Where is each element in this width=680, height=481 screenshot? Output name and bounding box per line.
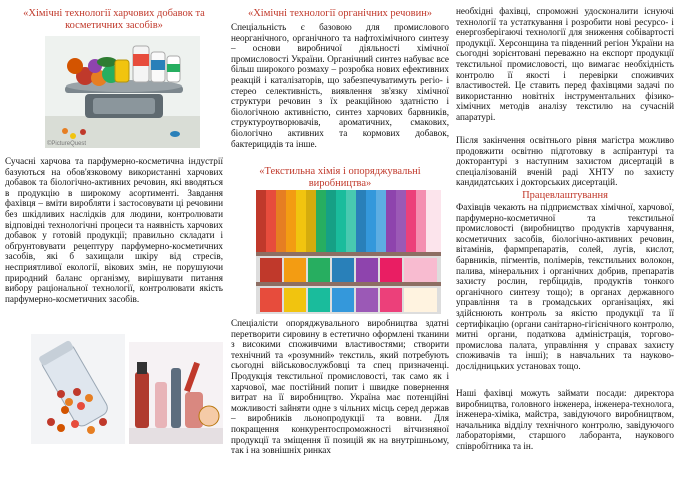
supplements-scale-image (45, 36, 200, 148)
image-credit: ©PictureQuest (47, 141, 87, 147)
postgraduate-text: Після закінчення освітнього рівня магістра можливо продовжити освітню підготовку в аспірантурі та докторантурі з наступним захистом дисертацій в спеціалізованій вченій раді ХНТУ по захисту кандидатських і докторських дисертацій. (456, 135, 674, 188)
textile-chemistry-text: Спеціалісти опоряджувального виробництва здатні перетворити сировину в естетично оформлені тканини з високими споживчими властивостями; створити технічний та «розумний» текстиль, який потребують сьогодні військовослужбовці та спец призначенці. Продукція текстильної промисловості, так само як і харчової, має постійний попит і швидке повернення витрат на її виробництво. Україна має потенційні можливості зайняти одне з чільних місць серед держав – виробників льонопродукції та вовни. Для покращення конкурентоспроможності вітчизняної продукції та зміщення її позицій як на внутрішньому, так і на зовнішніх ринках (231, 318, 449, 456)
colored-fabrics-image (256, 190, 441, 314)
employment-places-text: Фахівців чекають на підприємствах хімічної, харчової, парфумерно-косметичної та текстильної промисловості (виробництво продуктів харчування, косметичних засобів, біологічно-активних речовин, вітамінів, фармпрепаратів, солей, лугів, кислот, барвників, пігментів, полімерів, текстильних волокон, палива, мінеральних і органічних добрив, препаратів захисту рослин, гербіцидів, продуктів тонкого органічного синтезу тощо); в органах державного управління та в громадських організаціях, які здійснюють контроль за якістю продукції та її сертифікацію (органи санітарно-гігієнічного контролю, митні органи, податкова адміністрація, торгово-промислова палата, управління у справах захисту споживачів та інші); в навчальних та науково-дослідницьких установах тощо. (456, 202, 674, 371)
organic-chemistry-text: Спеціальність є базовою для промислового неорганічного, органічного та нафтохімічного синтезу – основи виробничої діяльності хімічної промисловості України. Органічний синтез набуває все більш широкого розмаху – розробка нових ефективних реакцій і каталізаторів, що забезпечуватимуть регіо- і стерео селективність, виявлення зв'язку хімічної структури речовин з їх реакційною здатністю і біологічною активністю, синтез харчових барвників, структуроутворювачів, ароматичних, смакових, біологічно активних та кормових добавок, бактерицидів та інше. (231, 22, 449, 149)
pills-bottle-image (31, 334, 125, 444)
food-cosmetics-title: «Хімічні технології харчових добавок та косметичних засобів» (23, 8, 205, 31)
organic-chemistry-title: «Хімічні технології органічних речовин» (247, 8, 433, 19)
textile-chemistry-title: «Текстильна хімія і опоряджувальні виробництва» (259, 166, 421, 189)
cosmetics-products-image (129, 342, 223, 444)
textile-continued-text: необхідні фахівці, спроможні удосконалити існуючі технології та устаткування і розробити нові ресурсо- і енергозберігаючі технології для зниження собівартості продукції. Херсонщина та південний регіон України на сьогодні зорієнтовані переважно на експорт продукції текстильної промисловості, що вимагає необхідність контролю її якості і перевірки споживчих властивостей. Це ставить перед фахівцями задачі по використанню новітніх інструментальних фізико-хімічних методів аналізу текстилю на сучасній апаратурі. (456, 6, 674, 122)
job-positions-text: Наші фахівці можуть займати посади: директора виробництва, головного інженера, інженера-технолога, інженера-хіміка, майстра, завідуючого виробництвом, начальника відділу технічного контролю, завідуючого лабораторіями, старшого лаборанта, наукового співробітника та ін. (456, 388, 674, 451)
food-cosmetics-text: Сучасні харчова та парфумерно-косметична індустрії базуються на обов'язковому використанні харчових добавок та біологічно-активних речовин, які вводяться в продукцію в широкому асортименті. Завдання фахівця – вміти виробляти і застосовувати ці речовини без шкідливих наслідків для людини, контролювати відповідні технологічні процеси та наявність харчових добавок у готовій продукції; правильно складати і обґрунтовувати рецептуру парфумерно-косметичних засобів, які б захищали шкіру від стресів, несприятливої екології, вікових змін, не порушуючи природний баланс організму, вирішувати питання вибору раціональної технології, контролювати якість парфумерно-косметичних засобів. (5, 156, 223, 304)
employment-title: Працевлаштування (522, 190, 608, 201)
